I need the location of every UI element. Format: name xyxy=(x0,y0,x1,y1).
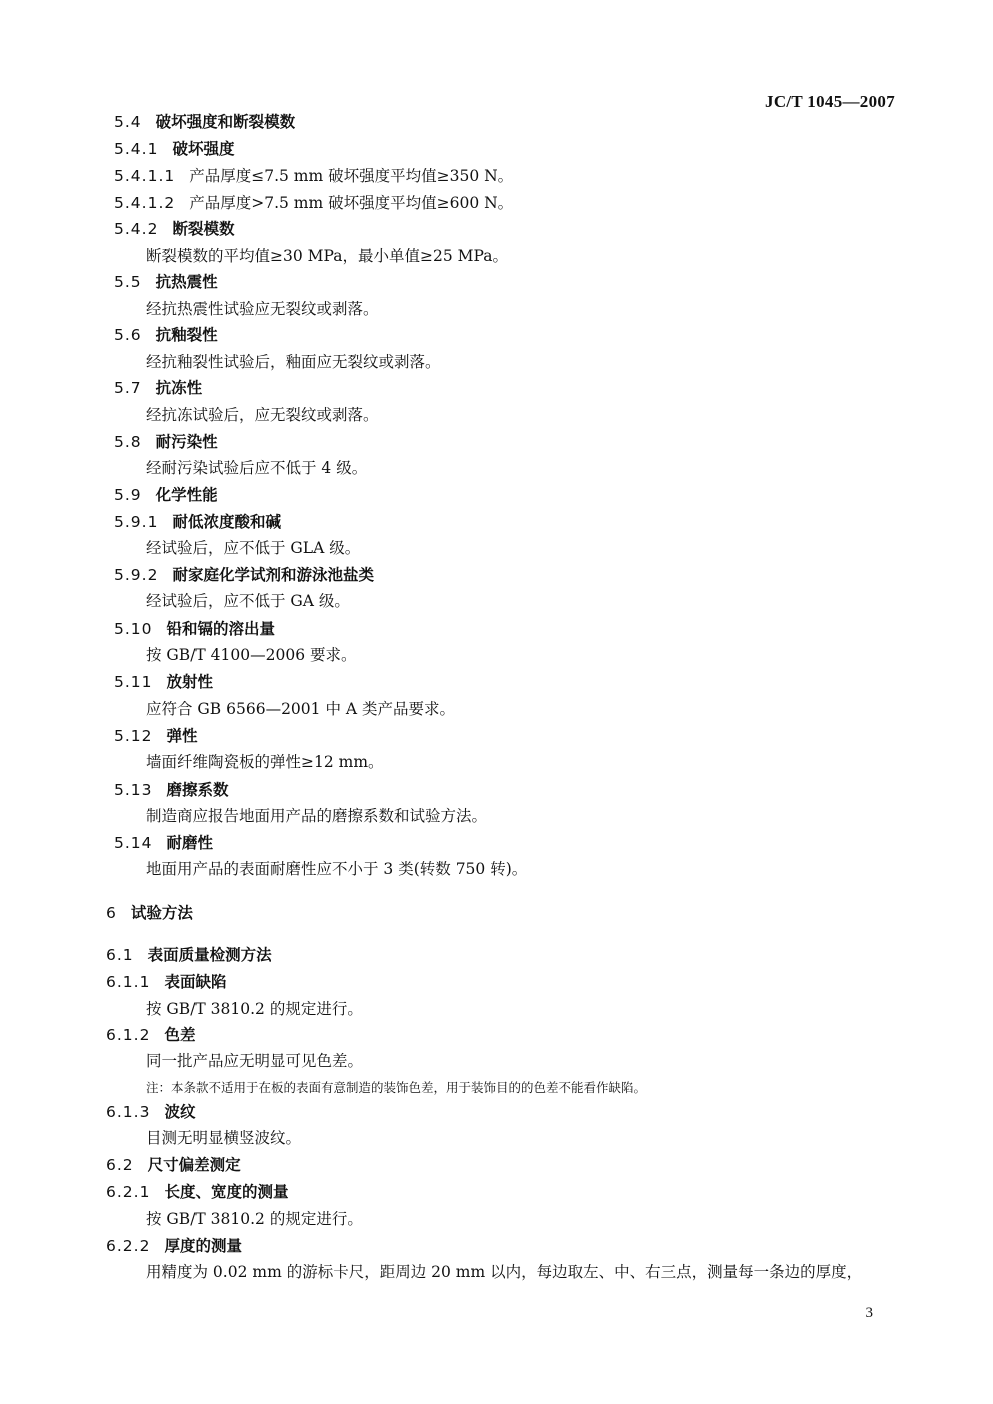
paragraph: 按 GB/T 3810.2 的规定进行。 xyxy=(146,1000,363,1018)
section-number: 5.11 xyxy=(114,673,153,691)
section-number: 5.9.1 xyxy=(114,513,159,531)
section-heading xyxy=(114,483,218,507)
section-title: 试验方法 xyxy=(130,904,193,922)
section-heading xyxy=(106,1153,241,1177)
section-heading xyxy=(106,1234,242,1258)
section-title: 放射性 xyxy=(166,673,214,691)
section-title: 厚度的测量 xyxy=(164,1237,242,1255)
section-heading xyxy=(114,110,295,134)
page-number: 3 xyxy=(865,1305,873,1321)
section-heading xyxy=(106,943,272,967)
section-title: 尺寸偏差测定 xyxy=(147,1156,241,1174)
section-heading xyxy=(114,724,198,748)
section-title: 铅和镉的溶出量 xyxy=(166,620,276,638)
section-heading xyxy=(106,970,226,994)
paragraph: 同一批产品应无明显可见色差。 xyxy=(146,1052,364,1070)
section-title: 断裂模数 xyxy=(172,220,235,238)
section-heading xyxy=(106,1100,195,1124)
section-title: 耐低浓度酸和碱 xyxy=(172,513,281,531)
section-title: 化学性能 xyxy=(155,486,218,504)
section-number: 5.10 xyxy=(114,620,153,638)
section-number: 6.1.3 xyxy=(106,1103,151,1121)
section-title: 表面缺陷 xyxy=(164,973,227,991)
paragraph: 地面用产品的表面耐磨性应不小于 3 类(转数 750 转)。 xyxy=(146,860,528,878)
section-number: 5.4 xyxy=(114,113,142,131)
paragraph: 应符合 GB 6566—2001 中 A 类产品要求。 xyxy=(146,700,455,718)
section-heading xyxy=(114,217,234,241)
section-number: 6 xyxy=(106,904,117,922)
section-title: 色差 xyxy=(164,1026,196,1044)
section-number: 6.2 xyxy=(106,1156,134,1174)
section-number: 5.6 xyxy=(114,326,142,344)
paragraph: 经试验后，应不低于 GLA 级。 xyxy=(146,539,361,557)
section-heading xyxy=(114,270,218,294)
section-heading xyxy=(114,137,234,161)
section-title: 耐磨性 xyxy=(166,834,214,852)
section-number: 5.12 xyxy=(114,727,153,745)
section-number: 6.1.2 xyxy=(106,1026,151,1044)
section-number: 5.4.2 xyxy=(114,220,159,238)
section-title: 长度、宽度的测量 xyxy=(164,1183,289,1201)
section-number: 6.1.1 xyxy=(106,973,151,991)
section-title: 抗釉裂性 xyxy=(155,326,218,344)
section-number: 6.2.2 xyxy=(106,1237,151,1255)
chapter-heading xyxy=(106,901,193,925)
section-title: 抗冻性 xyxy=(155,379,203,397)
section-heading xyxy=(114,670,213,694)
paragraph: 经抗釉裂性试验后，釉面应无裂纹或剥落。 xyxy=(146,353,441,371)
section-heading xyxy=(114,617,275,641)
section-number: 5.8 xyxy=(114,433,142,451)
section-title: 产品厚度≤7.5 mm 破坏强度平均值≥350 N。 xyxy=(189,167,514,185)
section-title: 破坏强度和断裂模数 xyxy=(155,113,296,131)
section-heading xyxy=(114,510,281,534)
section-number: 5.5 xyxy=(114,273,142,291)
section-number: 5.13 xyxy=(114,781,153,799)
section-title: 耐污染性 xyxy=(155,433,218,451)
section-heading xyxy=(114,831,213,855)
section-number: 5.9.2 xyxy=(114,566,159,584)
section-number: 6.1 xyxy=(106,946,134,964)
section-number: 6.2.1 xyxy=(106,1183,151,1201)
paragraph: 经试验后，应不低于 GA 级。 xyxy=(146,592,350,610)
section-title: 弹性 xyxy=(166,727,198,745)
paragraph: 断裂模数的平均值≥30 MPa，最小单值≥25 MPa。 xyxy=(146,247,508,265)
section-heading xyxy=(114,164,513,188)
section-heading xyxy=(114,191,513,215)
section-title: 抗热震性 xyxy=(155,273,218,291)
paragraph: 经抗热震性试验应无裂纹或剥落。 xyxy=(146,300,379,318)
note: 注：本条款不适用于在板的表面有意制造的装饰色差，用于装饰目的的色差不能看作缺陷。 xyxy=(146,1080,647,1095)
section-heading xyxy=(106,1180,288,1204)
section-heading xyxy=(114,563,374,587)
section-title: 磨擦系数 xyxy=(166,781,229,799)
paragraph: 用精度为 0.02 mm 的游标卡尺，距周边 20 mm 以内，每边取左、中、右三点，测量每一条边的厚度， xyxy=(146,1263,863,1281)
paragraph: 墙面纤维陶瓷板的弹性≥12 mm。 xyxy=(146,753,384,771)
section-number: 5.4.1.1 xyxy=(114,167,176,185)
paragraph: 经抗冻试验后，应无裂纹或剥落。 xyxy=(146,406,379,424)
paragraph: 经耐污染试验后应不低于 4 级。 xyxy=(146,459,368,477)
section-number: 5.9 xyxy=(114,486,142,504)
paragraph: 制造商应报告地面用产品的磨擦系数和试验方法。 xyxy=(146,807,488,825)
section-number: 5.14 xyxy=(114,834,153,852)
document-code: JC/T 1045—2007 xyxy=(765,92,895,111)
section-heading xyxy=(114,376,202,400)
section-title: 产品厚度>7.5 mm 破坏强度平均值≥600 N。 xyxy=(189,194,514,212)
section-heading xyxy=(106,1023,195,1047)
section-heading xyxy=(114,323,218,347)
section-heading xyxy=(114,430,218,454)
section-number: 5.4.1 xyxy=(114,140,159,158)
section-heading xyxy=(114,778,229,802)
section-title: 耐家庭化学试剂和游泳池盐类 xyxy=(172,566,374,584)
paragraph: 目测无明显横竖波纹。 xyxy=(146,1129,302,1147)
section-title: 表面质量检测方法 xyxy=(147,946,272,964)
section-title: 波纹 xyxy=(164,1103,196,1121)
section-number: 5.4.1.2 xyxy=(114,194,176,212)
paragraph: 按 GB/T 3810.2 的规定进行。 xyxy=(146,1210,363,1228)
paragraph: 按 GB/T 4100—2006 要求。 xyxy=(146,646,357,664)
section-number: 5.7 xyxy=(114,379,142,397)
section-title: 破坏强度 xyxy=(172,140,235,158)
